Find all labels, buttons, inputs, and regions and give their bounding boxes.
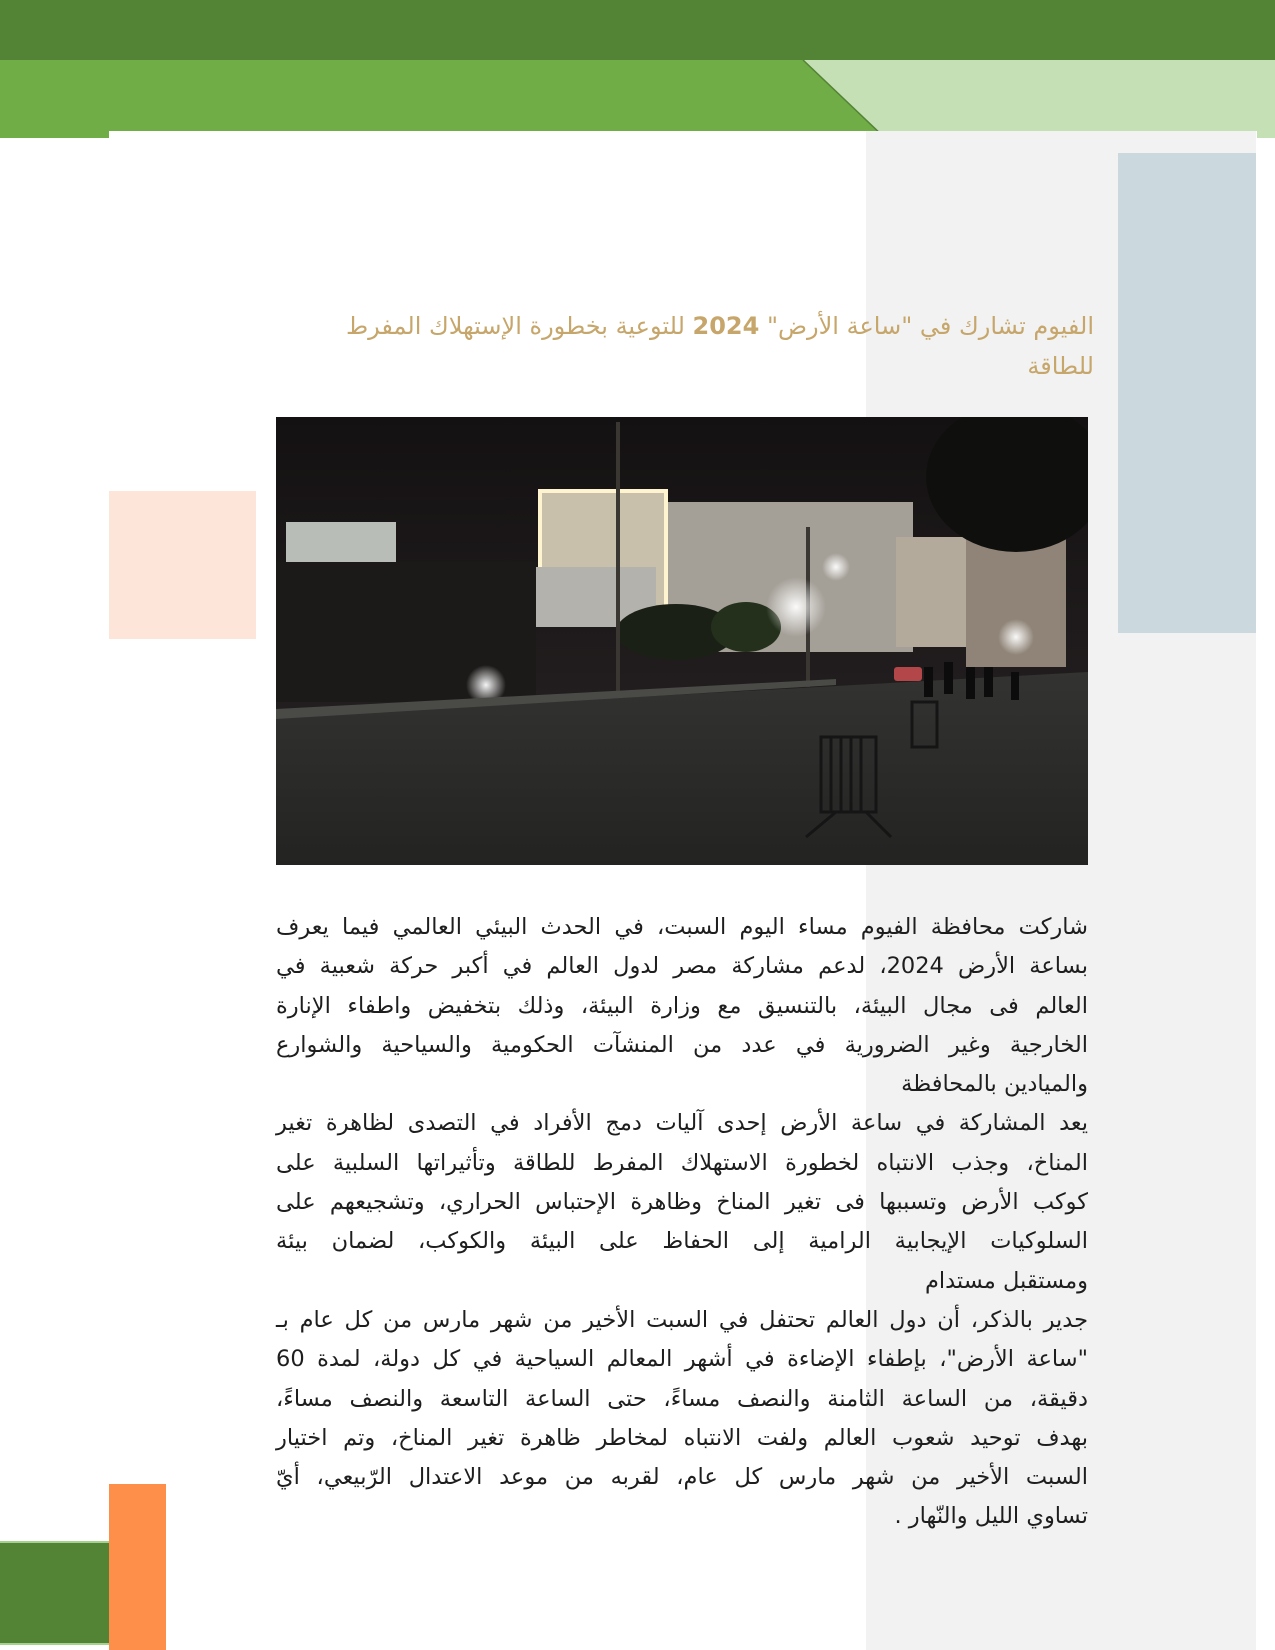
- paragraph-line: والميادين بالمحافظة: [901, 1071, 1088, 1098]
- title-line-2: للطاقة: [1027, 352, 1094, 380]
- article-photo: [276, 417, 1088, 865]
- title-text-a: الفيوم تشارك في "ساعة الأرض": [759, 312, 1094, 340]
- paragraph: [276, 1104, 1088, 1300]
- title-text-b: للتوعية بخطورة الإستهلاك المفرط: [345, 312, 693, 340]
- paragraph-line: كوكب الأرض وتسببها فى تغير المناخ وظاهرة الإحتباس الحراري، وتشجيعهم على: [276, 1189, 1088, 1216]
- paragraph-line: السلوكيات الإيجابية الرامية إلى الحفاظ على البيئة والكوكب، لضمان بيئة: [276, 1228, 1088, 1255]
- paragraph-line: العالم فى مجال البيئة، بالتنسيق مع وزارة البيئة، وذلك بتخفيض واطفاء الإنارة: [276, 992, 1088, 1019]
- paragraph-line: تساوي الليل والنّهار .: [894, 1503, 1088, 1530]
- paragraph-line: شاركت محافظة الفيوم مساء اليوم السبت، في الحدث البيئي العالمي فيما يعرف: [276, 914, 1088, 940]
- night-street-photo-icon: [276, 417, 1088, 865]
- article-title: [290, 306, 1094, 386]
- paragraph-line: السبت الأخير من شهر مارس كل عام، لقربه من موعد الاعتدال الرّبيعي، أيّ: [276, 1464, 1088, 1491]
- article-body: [276, 908, 1088, 1537]
- paragraph-line: دقيقة، من الساعة الثامنة والنصف مساءً، حتى الساعة التاسعة والنصف مساءً،: [276, 1385, 1088, 1412]
- paragraph-line: بهدف توحيد شعوب العالم ولفت الانتباه لمخاطر ظاهرة تغير المناخ، وتم اختيار: [276, 1424, 1088, 1451]
- footer-orange-bar: [109, 1484, 166, 1650]
- paragraph-line: يعد المشاركة في ساعة الأرض إحدى آليات دمج الأفراد في التصدى لظاهرة تغير: [276, 1110, 1088, 1137]
- peach-decor-square: [109, 491, 256, 639]
- paragraph-line: الخارجية وغير الضرورية في عدد من المنشآت الحكومية والسياحية والشوارع: [276, 1031, 1088, 1058]
- footer-green-block: [0, 1541, 109, 1645]
- blue-decor-panel: [1118, 153, 1256, 633]
- title-line-1: [290, 306, 1094, 346]
- header-band-dark: [0, 0, 1275, 60]
- paragraph: [276, 1301, 1088, 1537]
- paragraph-line: بساعة الأرض 2024، لدعم مشاركة مصر لدول العالم في أكبر حركة شعبية في: [276, 953, 1088, 980]
- paragraph-line: المناخ، وجذب الانتباه لخطورة الاستهلاك المفرط للطاقة وتأثيراتها السلبية على: [276, 1149, 1088, 1176]
- paragraph: [276, 908, 1088, 1104]
- paragraph-line: جدير بالذكر، أن دول العالم تحتفل في السبت الأخير من شهر مارس من كل عام بـ: [276, 1306, 1088, 1333]
- title-year: 2024: [692, 312, 760, 340]
- paragraph-line: "ساعة الأرض"، بإطفاء الإضاءة في أشهر المعالم السياحية في كل دولة، لمدة 60: [276, 1346, 1088, 1373]
- paragraph-line: ومستقبل مستدام: [924, 1267, 1088, 1294]
